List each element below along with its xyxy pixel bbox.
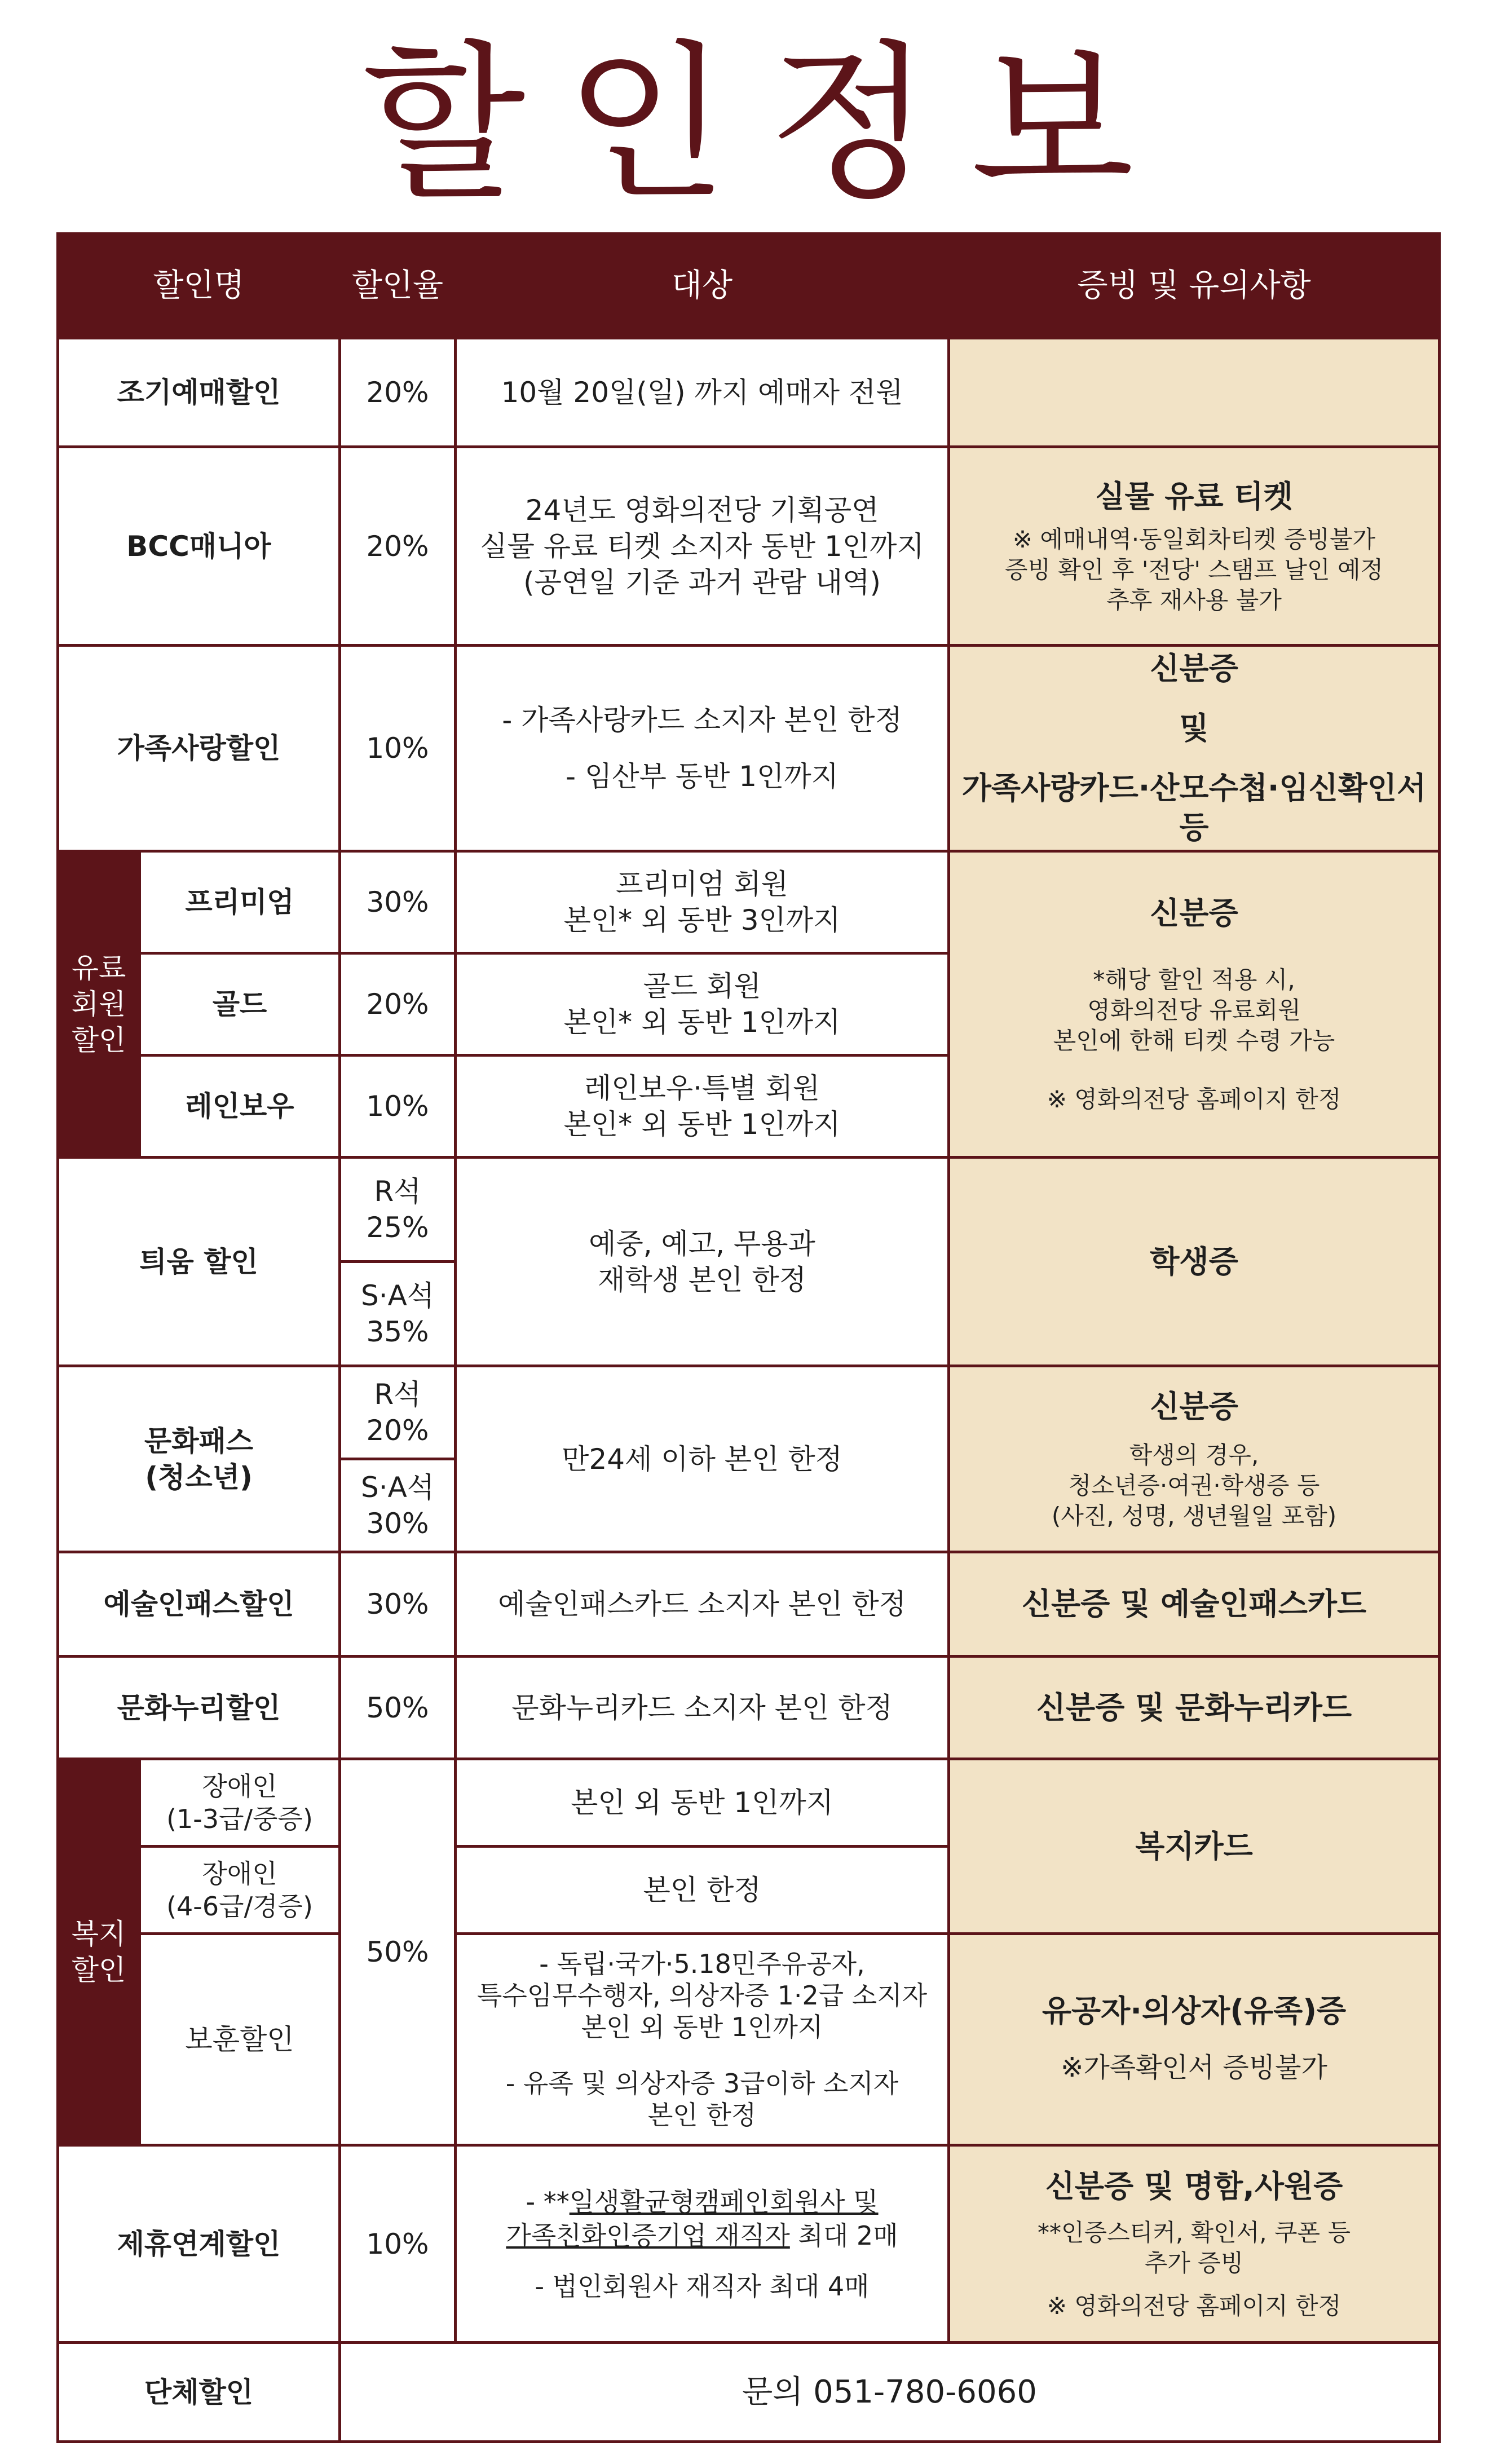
- discount-rate-sa: S·A석 35%: [340, 1262, 456, 1366]
- table-row-nuri: [58, 1657, 1440, 1759]
- discount-name: 예술인패스할인: [58, 1552, 340, 1657]
- discount-proof: 신분증 및 문화누리카드: [949, 1657, 1440, 1759]
- discount-rate: 30%: [340, 1552, 456, 1657]
- discount-name: 보훈할인: [140, 1934, 340, 2145]
- table-row-teum: [58, 1158, 1440, 1262]
- discount-proof: 유공자·의상자(유족)증 ※가족확인서 증빙불가: [949, 1934, 1440, 2145]
- discount-rate: 50%: [340, 1759, 456, 2145]
- discount-target: - **일생활균형캠페인회원사 및 가족친화인증기업 재직자 최대 2매 - 법인회원사 재직자 최대 4매: [456, 2145, 949, 2343]
- discount-target: 10월 20일(일) 까지 예매자 전원: [456, 338, 949, 447]
- discount-name: 제휴연계할인: [58, 2145, 340, 2343]
- group-label-welfare: 복지 할인: [58, 1759, 140, 2145]
- discount-proof: 학생증: [949, 1158, 1440, 1366]
- discount-proof: 신분증 학생의 경우, 청소년증·여권·학생증 등 (사진, 성명, 생년월일 포함): [949, 1366, 1440, 1552]
- table-row-veterans: [58, 1934, 1440, 2145]
- table-row-group: [58, 2343, 1440, 2442]
- discount-rate: 10%: [340, 2145, 456, 2343]
- discount-target: 프리미엄 회원 본인* 외 동반 3인까지: [456, 851, 949, 953]
- discount-proof: 실물 유료 티켓 ※ 예매내역·동일회차티켓 증빙불가 증빙 확인 후 '전당' 스탬프 날인 예정 추후 재사용 불가: [949, 447, 1440, 646]
- discount-target: 본인 한정: [456, 1847, 949, 1934]
- table-row-premium: [58, 851, 1440, 953]
- table-row-culture-pass: [58, 1366, 1440, 1459]
- table-header-row: [58, 234, 1440, 338]
- header-proof: 증빙 및 유의사항: [949, 234, 1440, 338]
- discount-name: 레인보우: [140, 1056, 340, 1158]
- discount-proof: 신분증 *해당 할인 적용 시, 영화의전당 유료회원 본인에 한해 티켓 수령 가능 ※ 영화의전당 홈페이지 한정: [949, 851, 1440, 1158]
- table-row-disabled-severe: [58, 1759, 1440, 1847]
- discount-name: 장애인 (1-3급/중증): [140, 1759, 340, 1847]
- discount-rate: 50%: [340, 1657, 456, 1759]
- discount-rate: 30%: [340, 851, 456, 953]
- discount-name: 문화누리할인: [58, 1657, 340, 1759]
- discount-table: [56, 232, 1441, 2443]
- discount-name: 가족사랑할인: [58, 646, 340, 851]
- table-row-art-pass: [58, 1552, 1440, 1657]
- discount-rate: 20%: [340, 338, 456, 447]
- discount-proof: 신분증 및 예술인패스카드: [949, 1552, 1440, 1657]
- discount-target: 예술인패스카드 소지자 본인 한정: [456, 1552, 949, 1657]
- discount-rate-sa: S·A석 30%: [340, 1459, 456, 1552]
- discount-target: 골드 회원 본인* 외 동반 1인까지: [456, 953, 949, 1056]
- discount-rate: 10%: [340, 1056, 456, 1158]
- discount-proof: 복지카드: [949, 1759, 1440, 1934]
- discount-name: 장애인 (4-6급/경증): [140, 1847, 340, 1934]
- page-title: 할인정보: [361, 25, 1174, 222]
- table-row-partner: [58, 2145, 1440, 2343]
- discount-name: 골드: [140, 953, 340, 1056]
- discount-rate: 10%: [340, 646, 456, 851]
- discount-rate-r: R석 20%: [340, 1366, 456, 1459]
- discount-rate: 20%: [340, 953, 456, 1056]
- group-contact: 문의 051-780-6060: [340, 2343, 1440, 2442]
- discount-proof: 신분증 및 명함,사원증 **인증스티커, 확인서, 쿠폰 등 추가 증빙 ※ 영화의전당 홈페이지 한정: [949, 2145, 1440, 2343]
- discount-target: 예중, 예고, 무용과 재학생 본인 한정: [456, 1158, 949, 1366]
- table-row-early: [58, 338, 1440, 447]
- discount-target: 만24세 이하 본인 한정: [456, 1366, 949, 1552]
- table-row-family: [58, 646, 1440, 851]
- header-name: 할인명: [58, 234, 340, 338]
- discount-target: - 가족사랑카드 소지자 본인 한정 - 임산부 동반 1인까지: [456, 646, 949, 851]
- discount-name: 조기예매할인: [58, 338, 340, 447]
- discount-name: 단체할인: [58, 2343, 340, 2442]
- discount-proof: 신분증 및 가족사랑카드·산모수첩·임신확인서 등: [949, 646, 1440, 851]
- discount-target: 문화누리카드 소지자 본인 한정: [456, 1657, 949, 1759]
- discount-name: 틔움 할인: [58, 1158, 340, 1366]
- discount-rate: 20%: [340, 447, 456, 646]
- discount-name: 문화패스 (청소년): [58, 1366, 340, 1552]
- discount-proof: [949, 338, 1440, 447]
- discount-rate-r: R석 25%: [340, 1158, 456, 1262]
- discount-target: - 독립·국가·5.18민주유공자, 특수임무수행자, 의상자증 1·2급 소지자 본인 외 동반 1인까지 - 유족 및 의상자증 3급이하 소지자 본인 한정: [456, 1934, 949, 2145]
- header-target: 대상: [456, 234, 949, 338]
- group-label-member: 유료 회원 할인: [58, 851, 140, 1158]
- discount-name: BCC매니아: [58, 447, 340, 646]
- header-rate: 할인율: [340, 234, 456, 338]
- discount-target: 24년도 영화의전당 기획공연 실물 유료 티켓 소지자 동반 1인까지 (공연일 기준 과거 관람 내역): [456, 447, 949, 646]
- discount-target: 본인 외 동반 1인까지: [456, 1759, 949, 1847]
- table-row-bcc: [58, 447, 1440, 646]
- discount-target: 레인보우·특별 회원 본인* 외 동반 1인까지: [456, 1056, 949, 1158]
- discount-name: 프리미엄: [140, 851, 340, 953]
